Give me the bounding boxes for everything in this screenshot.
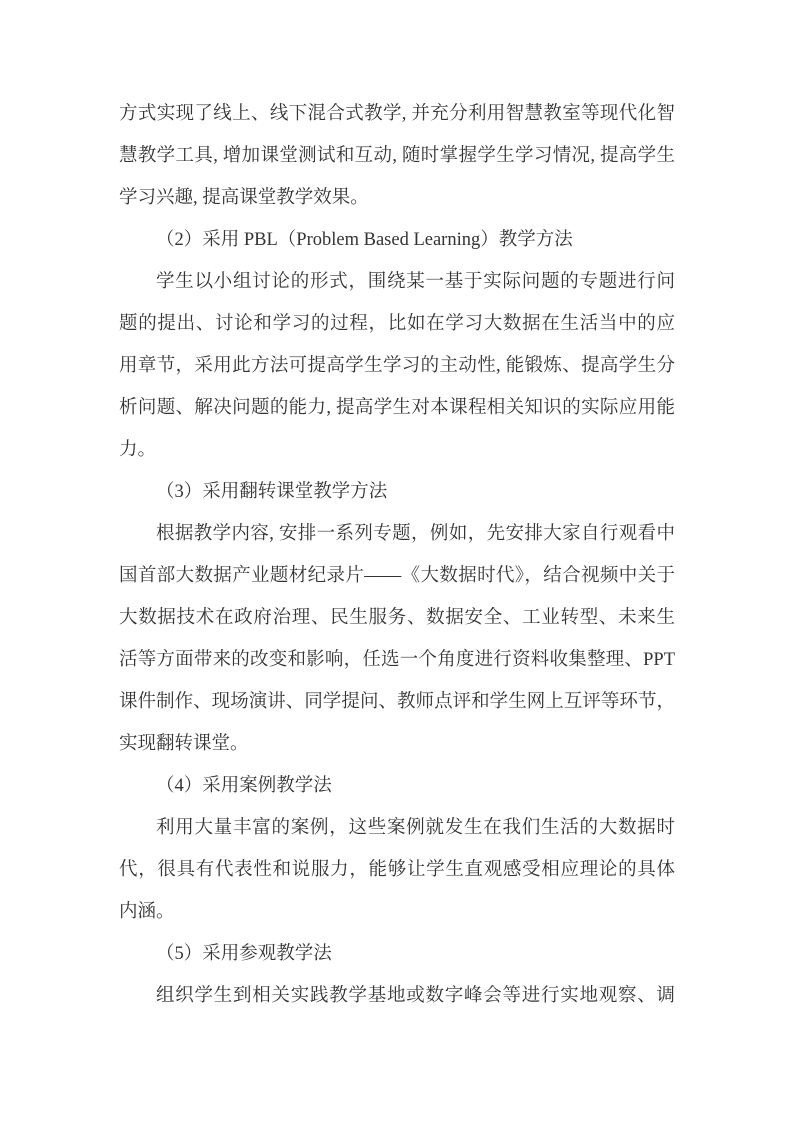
text-line: 实现翻转课堂。 — [119, 734, 249, 754]
text-line: 代，很具有代表性和说服力，能够让学生直观感受相应理论的具体 — [119, 860, 675, 880]
text-line: 题的提出、讨论和学习的过程，比如在学习大数据在生活当中的应 — [119, 314, 675, 334]
text-line: 慧教学工具, 增加课堂测试和互动, 随时掌握学生学习情况, 提高学生 — [119, 146, 675, 166]
text-line: 利用大量丰富的案例，这些案例就发生在我们生活的大数据时 — [156, 818, 675, 838]
text-line: 大数据技术在政府治理、民生服务、数据安全、工业转型、未来生 — [119, 608, 675, 628]
text-line: 力。 — [119, 440, 157, 460]
text-line: （4）采用案例教学法 — [156, 776, 332, 796]
text-line: 组织学生到相关实践教学基地或数字峰会等进行实地观察、调 — [156, 986, 675, 1006]
text-column — [119, 93, 675, 1017]
text-line: （2）采用 PBL（Problem Based Learning）教学方法 — [156, 230, 573, 250]
text-line: 内涵。 — [119, 902, 175, 922]
text-line: 根据教学内容, 安排一系列专题，例如，先安排大家自行观看中 — [156, 524, 675, 544]
text-line: （5）采用参观教学法 — [156, 944, 332, 964]
text-line: 国首部大数据产业题材纪录片——《大数据时代》，结合视频中关于 — [119, 566, 675, 586]
text-line: 方式实现了线上、线下混合式教学, 并充分利用智慧教室等现代化智 — [119, 104, 675, 124]
text-line: 学习兴趣, 提高课堂教学效果。 — [119, 188, 369, 208]
text-line: 析问题、解决问题的能力, 提高学生对本课程相关知识的实际应用能 — [119, 398, 675, 418]
text-line: 学生以小组讨论的形式，围绕某一基于实际问题的专题进行问 — [156, 272, 675, 292]
text-line: 活等方面带来的改变和影响，任选一个角度进行资料收集整理、PPT — [119, 650, 675, 670]
text-line: 用章节，采用此方法可提高学生学习的主动性, 能锻炼、提高学生分 — [119, 356, 675, 376]
text-line: （3）采用翻转课堂教学方法 — [156, 482, 388, 502]
text-line: 课件制作、现场演讲、同学提问、教师点评和学生网上互评等环节， — [119, 692, 675, 712]
